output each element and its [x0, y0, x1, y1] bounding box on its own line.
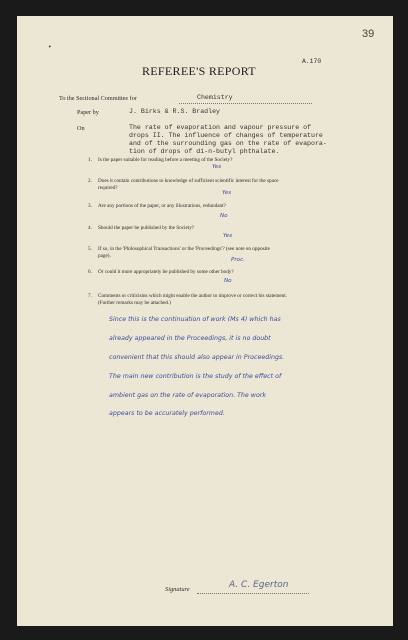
question-number: 1.: [88, 157, 92, 163]
question-number: 7.: [88, 293, 92, 299]
question-text: Are any portions of the paper, or any illustrations, redundant?: [98, 203, 226, 209]
question-number: 2.: [88, 178, 92, 184]
page-title: REFEREE'S REPORT: [142, 64, 256, 78]
report-sheet: [17, 16, 393, 626]
paper-by-label: Paper by: [77, 109, 99, 116]
answer-handwritten: Yes: [212, 164, 222, 170]
question-text: Comments or criticisms which might enable the author to improve or correct his statement.: [98, 293, 288, 299]
question-number: 5.: [88, 246, 92, 252]
question-text: Does it contain contributions to knowledge of sufficient scientific interest for the space: [98, 178, 279, 184]
comment-line: convenient that this should also appear in Proceedings.: [109, 354, 285, 361]
question-text: Is the paper suitable for reading before a meeting of the Society?: [98, 157, 233, 163]
question-number: 3.: [88, 203, 92, 209]
on-label: On: [77, 125, 85, 132]
question-text: required?: [98, 185, 118, 191]
signature-label: Signature: [165, 586, 190, 593]
comment-line: Since this is the continuation of work (Ms 4) which has: [109, 316, 281, 323]
bullet-mark: •: [48, 44, 52, 51]
on-line: and of the surrounding gas on the rate of evapora-: [129, 140, 327, 147]
signature-handwritten: A. C. Egerton: [229, 580, 289, 590]
signature-line: [197, 593, 309, 594]
question-number: 4.: [88, 225, 92, 231]
on-line: The rate of evaporation and vapour pressure of: [129, 124, 312, 131]
question-text: page).: [98, 253, 111, 259]
comment-line: appears to be accurately performed.: [109, 410, 225, 417]
answer-handwritten: Proc.: [231, 257, 245, 263]
on-line: tion of drops of di-n-butyl phthalate.: [129, 148, 280, 155]
answer-handwritten: Yes: [222, 190, 232, 196]
committee-value: Chemistry: [197, 94, 233, 101]
question-number: 6.: [88, 269, 92, 275]
answer-handwritten: Yes: [223, 233, 233, 239]
comment-line: already appeared in the Proceedings, it is no doubt: [109, 335, 271, 342]
committee-line: [179, 103, 312, 104]
question-text: Or could it more appropriately be published by some other body?: [98, 269, 234, 275]
paper-by-value: J. Birks & R.S. Bradley: [129, 108, 221, 115]
comment-line: ambient gas on the rate of evaporation. The work: [109, 392, 267, 399]
comment-line: The main new contribution is the study of the effect of: [109, 373, 282, 380]
question-text: If so, in the 'Philosophical Transactions' or the 'Proceedings'? (see note on opposite: [98, 246, 270, 252]
committee-label: To the Sectional Committee for: [59, 95, 137, 102]
reference-number: A.170: [302, 58, 322, 65]
question-text: (Further remarks may be attached.): [98, 300, 172, 306]
answer-handwritten: No: [220, 213, 228, 219]
page-number: 39: [362, 28, 375, 40]
answer-handwritten: No: [224, 278, 232, 284]
question-text: Should the paper be published by the Society?: [98, 225, 195, 231]
on-line: drops II. The influence of changes of temperature: [129, 132, 323, 139]
